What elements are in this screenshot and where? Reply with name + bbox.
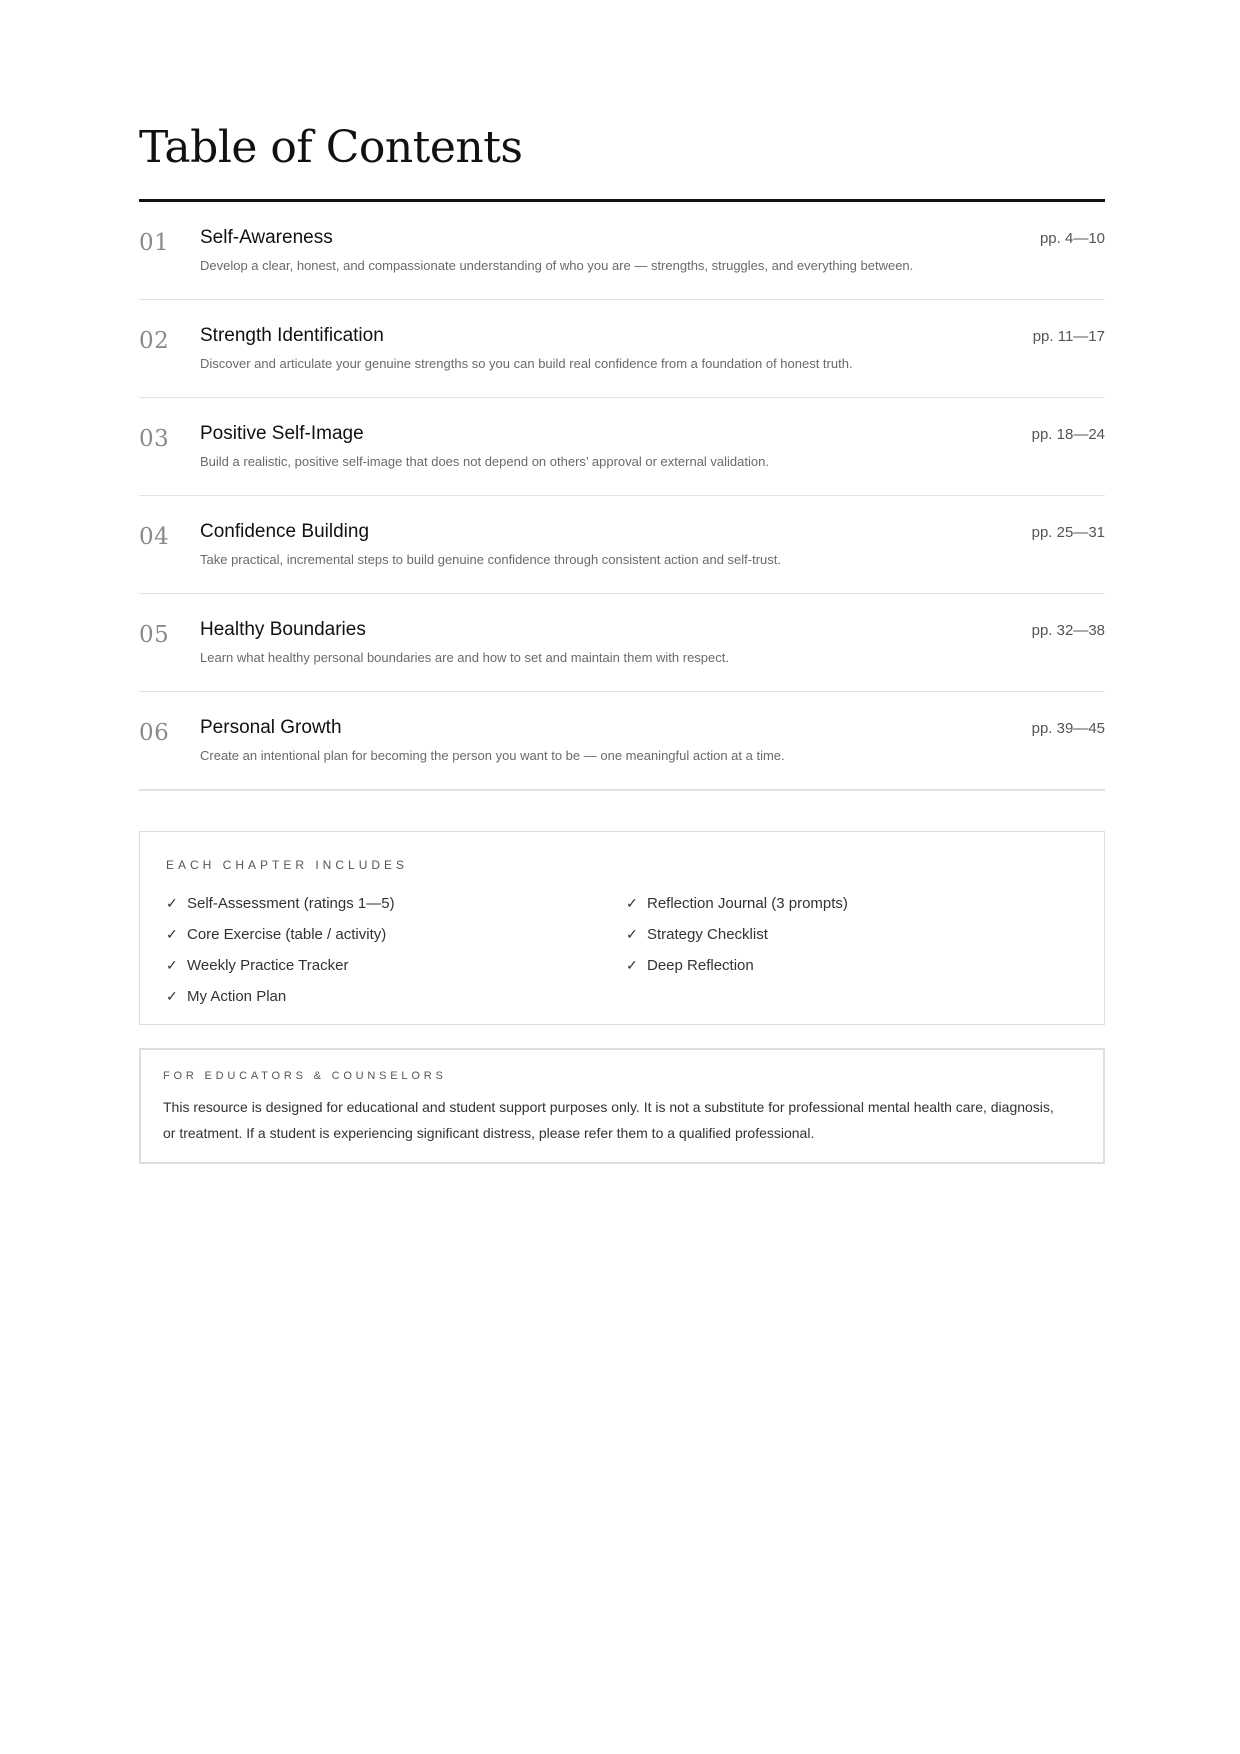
chapter-page-range: pp. 4—10 — [1039, 230, 1105, 247]
checkmark-icon: ✓ — [166, 957, 178, 973]
includes-item-label: Deep Reflection — [647, 957, 754, 974]
toc-entry-personal-growth[interactable] — [139, 692, 1105, 791]
includes-item — [166, 919, 395, 950]
chapter-description: Build a realistic, positive self-image that does not depend on others’ approval or external validation. — [200, 454, 769, 469]
checkmark-icon: ✓ — [166, 926, 178, 942]
includes-list-left — [166, 888, 395, 1012]
chapter-description: Learn what healthy personal boundaries are and how to set and maintain them with respect. — [200, 650, 729, 665]
educators-label: FOR EDUCATORS & COUNSELORS — [163, 1070, 447, 1082]
toc-entry-healthy-boundaries[interactable] — [139, 594, 1105, 692]
chapter-page-range: pp. 32—38 — [1031, 622, 1105, 639]
chapter-description: Take practical, incremental steps to build genuine confidence through consistent action and self-trust. — [200, 552, 782, 567]
chapter-number: 01 — [139, 230, 170, 256]
includes-item — [166, 950, 395, 981]
includes-item — [166, 981, 395, 1012]
chapter-page-range: pp. 18—24 — [1031, 426, 1105, 443]
chapter-title: Self-Awareness — [200, 227, 333, 248]
includes-label: EACH CHAPTER INCLUDES — [166, 858, 409, 872]
includes-item — [626, 919, 848, 950]
chapter-title: Confidence Building — [200, 521, 370, 542]
toc-list — [139, 202, 1105, 791]
includes-item — [626, 888, 848, 919]
toc-entry-positive-self-image[interactable] — [139, 398, 1105, 496]
toc-entry-strength-identification[interactable] — [139, 300, 1105, 398]
chapter-description: Develop a clear, honest, and compassionate understanding of who you are — strengths, struggles, and everything between. — [200, 258, 914, 273]
page-title: Table of Contents — [139, 122, 523, 173]
chapter-title: Personal Growth — [200, 717, 342, 738]
chapter-number: 04 — [139, 524, 170, 550]
chapter-number: 06 — [139, 720, 170, 746]
chapter-page-range: pp. 25—31 — [1031, 524, 1105, 541]
includes-item-label: My Action Plan — [187, 988, 287, 1005]
chapter-number: 03 — [139, 426, 170, 452]
includes-item-label: Strategy Checklist — [647, 926, 768, 943]
chapter-description: Create an intentional plan for becoming the person you want to be — one meaningful action at a time. — [200, 748, 785, 763]
checkmark-icon: ✓ — [626, 926, 638, 942]
educators-notice-text: This resource is designed for educational and student support purposes only. It is not a substitute for professional mental health care, diagnosis, or treatment. If a student is experiencing significant distress, please refer them to a qualified professional. — [163, 1099, 1054, 1141]
includes-list-right — [626, 888, 848, 981]
chapter-description: Discover and articulate your genuine strengths so you can build real confidence from a foundation of honest truth. — [200, 356, 853, 371]
toc-entry-self-awareness[interactable] — [139, 202, 1105, 300]
includes-item-label: Core Exercise (table / activity) — [187, 926, 387, 943]
checkmark-icon: ✓ — [626, 895, 638, 911]
chapter-title: Healthy Boundaries — [200, 619, 366, 640]
includes-item — [626, 950, 848, 981]
chapter-number: 05 — [139, 622, 170, 648]
checkmark-icon: ✓ — [166, 988, 178, 1004]
includes-item-label: Weekly Practice Tracker — [187, 957, 349, 974]
chapter-page-range: pp. 11—17 — [1032, 328, 1105, 345]
chapter-number: 02 — [139, 328, 170, 354]
includes-item-label: Self-Assessment (ratings 1—5) — [187, 895, 395, 912]
checkmark-icon: ✓ — [626, 957, 638, 973]
educators-notice-box — [139, 1048, 1105, 1164]
includes-item — [166, 888, 395, 919]
chapter-title: Strength Identification — [200, 325, 384, 346]
chapter-includes-box — [139, 831, 1105, 1025]
chapter-title: Positive Self-Image — [200, 423, 364, 444]
checkmark-icon: ✓ — [166, 895, 178, 911]
toc-entry-confidence-building[interactable] — [139, 496, 1105, 594]
includes-item-label: Reflection Journal (3 prompts) — [647, 895, 848, 912]
chapter-page-range: pp. 39—45 — [1031, 720, 1105, 737]
